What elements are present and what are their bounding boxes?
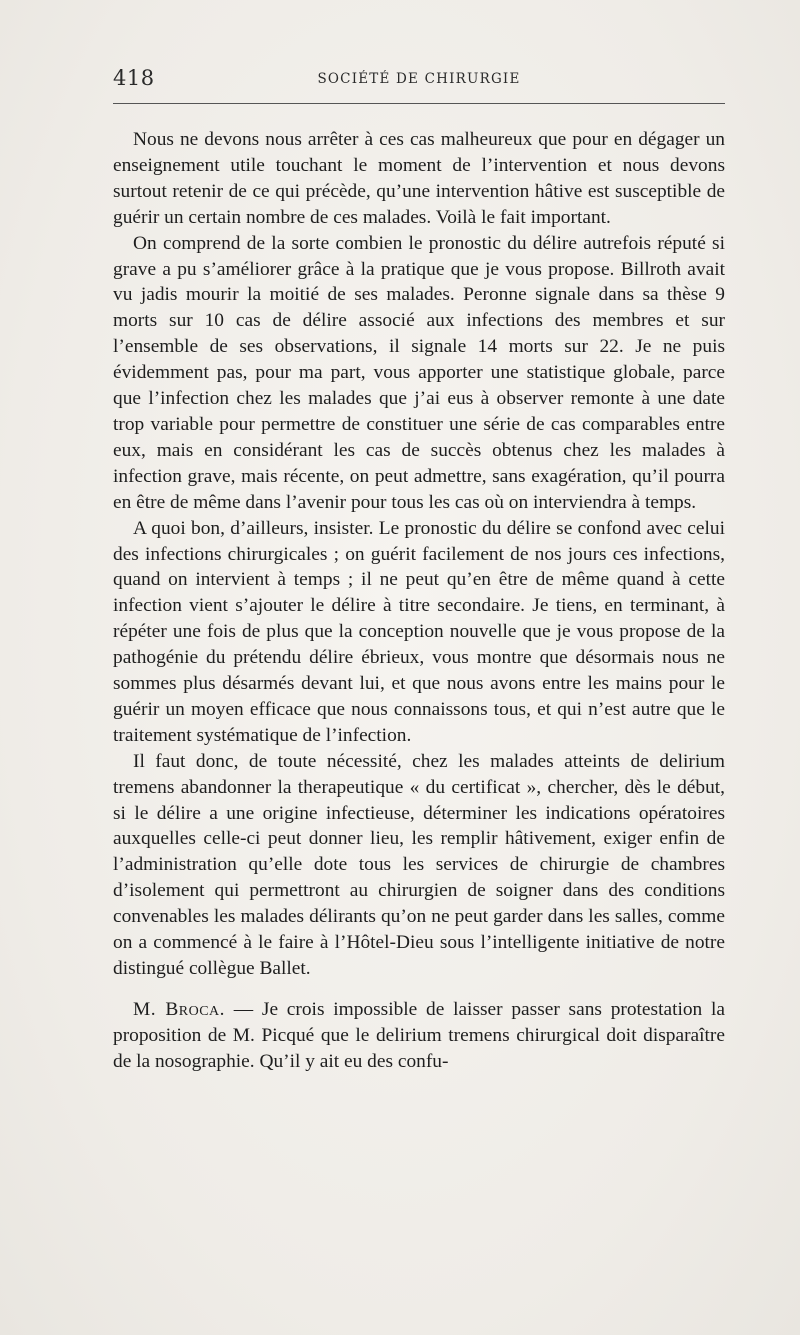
running-head: SOCIÉTÉ DE CHIRURGIE	[317, 71, 521, 87]
paragraph-insister: A quoi bon, d’ailleurs, insister. Le pronostic du délire se confond avec celui des infections chirurgicales ; on guérit facilement de nos jours ces infections, quand on intervient à temps ; il ne peut qu’en être de même quand à cette infection vient s’ajouter le délire à titre secondaire. Je tiens, en terminant, à répéter une fois de plus que la conception nouvelle que je vous propose de la pathogénie du prétendu délire ébrieux, vous montre que désormais nous ne sommes plus désarmés devant lui, et que nous avons entre les mains pour le guérir un moyen efficace que nous connaissons tous, et qui n’est autre que le traitement systématique de l’infection.	[113, 517, 725, 746]
speaker-name: M. Broca.	[133, 998, 226, 1020]
paragraph-intervention: Nous ne devons nous arrêter à ces cas malheureux que pour en dégager un enseignement utile touchant le moment de l’intervention et nous devons surtout retenir de ce qui précède, qu’une intervention hâtive est susceptible de guérir un certain nombre de ces malades. Voilà le fait important.	[113, 129, 725, 228]
page-number: 418	[113, 66, 155, 90]
paragraph-conclusion: Il faut donc, de toute nécessité, chez les malades atteints de delirium tremens abandonner la therapeutique « du certificat », chercher, dès le début, si le délire a une origine infectieuse, déterminer les indications opératoires auxquelles celle-ci peut donner lieu, les remplir hâtivement, exiger enfin de l’administration qu’elle dote tous les services de chirurgie de chambres d’isolement qui permettront au chirurgien de soigner dans des conditions convenables les malades délirants qu’on ne peut garder dans les salles, comme on a commencé à le faire à l’Hôtel-Dieu sous l’intelligente initiative de notre distingué collègue Ballet.	[113, 750, 725, 979]
header-rule	[113, 103, 725, 104]
paragraph-pronostic: On comprend de la sorte combien le pronostic du délire autrefois réputé si grave a pu s’améliorer grâce à la pratique que je vous propose. Billroth avait vu jadis mourir la moitié de ses malades. Peronne signale dans sa thèse 9 morts sur 10 cas de délire associé aux infections des membres et sur l’ensemble de ses observations, il signale 14 morts sur 22. Je ne puis évidemment pas, pour ma part, vous apporter une statistique globale, parce que l’infection chez les malades que j’ai eus à observer remonte à une date trop variable pour permettre de constituer une série de cas comparables entre eux, mais en considérant les cas de succès obtenus chez les malades à infection grave, mais récente, on peut admettre, sans exagération, qu’il pourra en être de même dans l’avenir pour tous les cas où on interviendra à temps.	[113, 232, 725, 513]
body-text	[113, 127, 725, 1075]
paragraph-broca	[113, 997, 725, 1075]
page-header	[113, 66, 725, 96]
broca-remark: — Je crois impossible de laisser passer sans protestation la proposition de M. Picqué que le delirium tremens chirurgical doit disparaître de la nosographie. Qu’il y ait eu des confu-	[113, 998, 725, 1072]
